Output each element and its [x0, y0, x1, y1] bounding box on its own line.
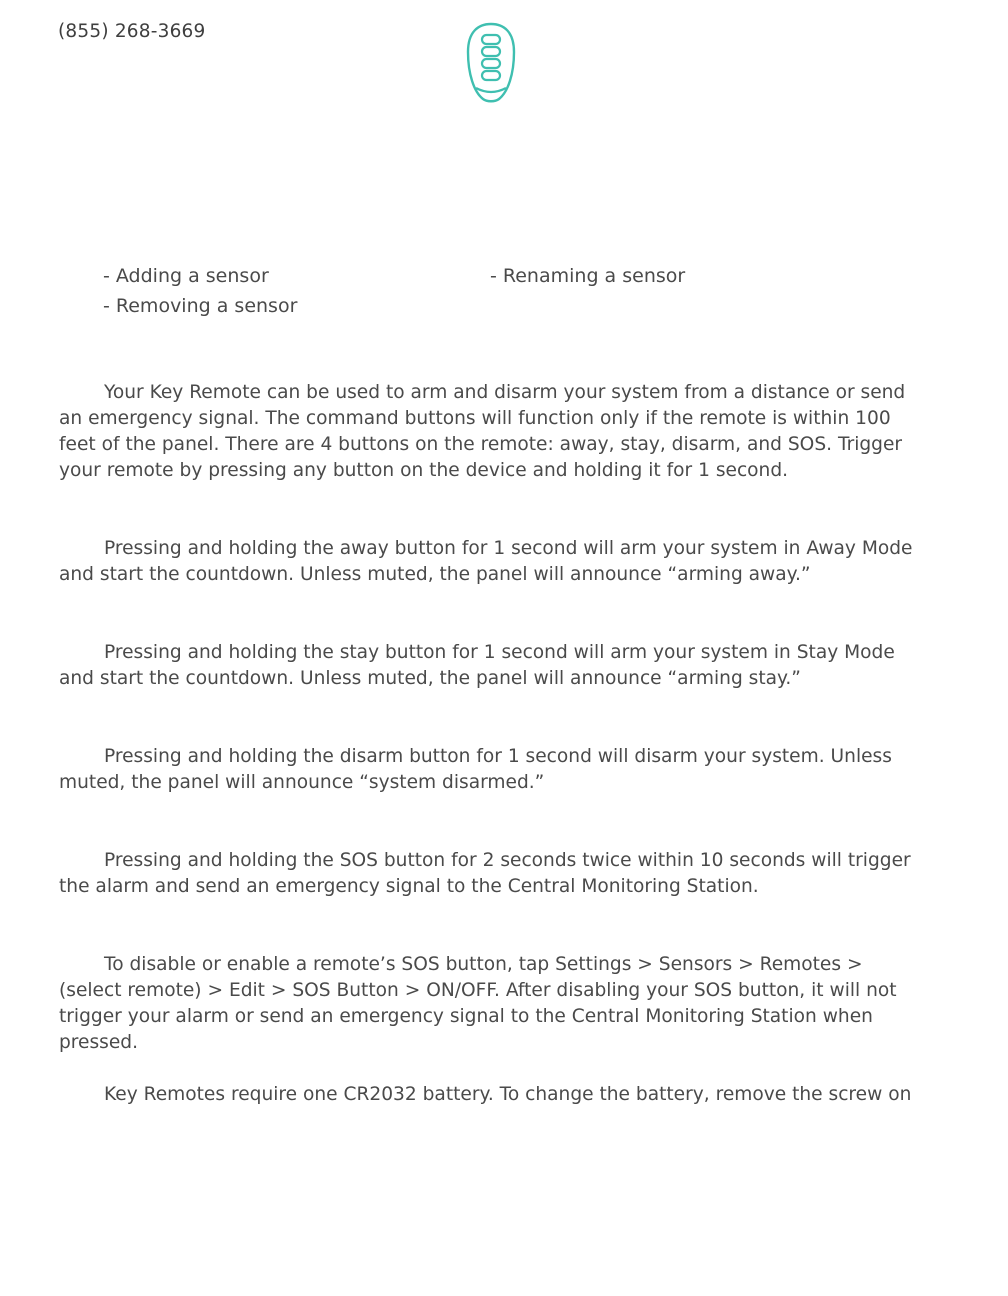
paragraph-intro: Your Key Remote can be used to arm and disarm your system from a distance or send an emergency signal. The command buttons will function only if the remote is within 100 feet of the panel. There are 4 buttons on the remote: away, stay, disarm, and SOS. Trigger your remote by pressing any button on the device and holding it for 1 second. [59, 382, 906, 481]
paragraph-battery: Key Remotes require one CR2032 battery. To change the battery, remove the screw on [104, 1084, 912, 1105]
paragraph-away: Pressing and holding the away button for 1 second will arm your system in Away Mode and start the countdown. Unless muted, the panel will announce “arming away.” [59, 538, 913, 585]
paragraph-stay: Pressing and holding the stay button for 1 second will arm your system in Stay Mode and start the countdown. Unless muted, the panel will announce “arming stay.” [59, 642, 895, 689]
topic-adding-sensor: - Adding a sensor [103, 265, 269, 287]
topic-renaming-sensor: - Renaming a sensor [490, 265, 686, 287]
topic-removing-sensor: - Removing a sensor [103, 295, 298, 317]
paragraph-sos-settings: To disable or enable a remote’s SOS button, tap Settings > Sensors > Remotes > (select remote) > Edit > SOS Button > ON/OFF. After disabling your SOS button, it will not trigger your alarm or send an emergency signal to the Central Monitoring Station when pressed. [59, 954, 897, 1053]
phone-number: (855) 268-3669 [58, 21, 206, 42]
paragraph-sos: Pressing and holding the SOS button for 2 seconds twice within 10 seconds will trigger the alarm and send an emergency signal to the Central Monitoring Station. [59, 850, 911, 897]
paragraph-disarm: Pressing and holding the disarm button for 1 second will disarm your system. Unless muted, the panel will announce “system disarmed.” [59, 746, 892, 793]
key-remote-icon [465, 22, 517, 106]
